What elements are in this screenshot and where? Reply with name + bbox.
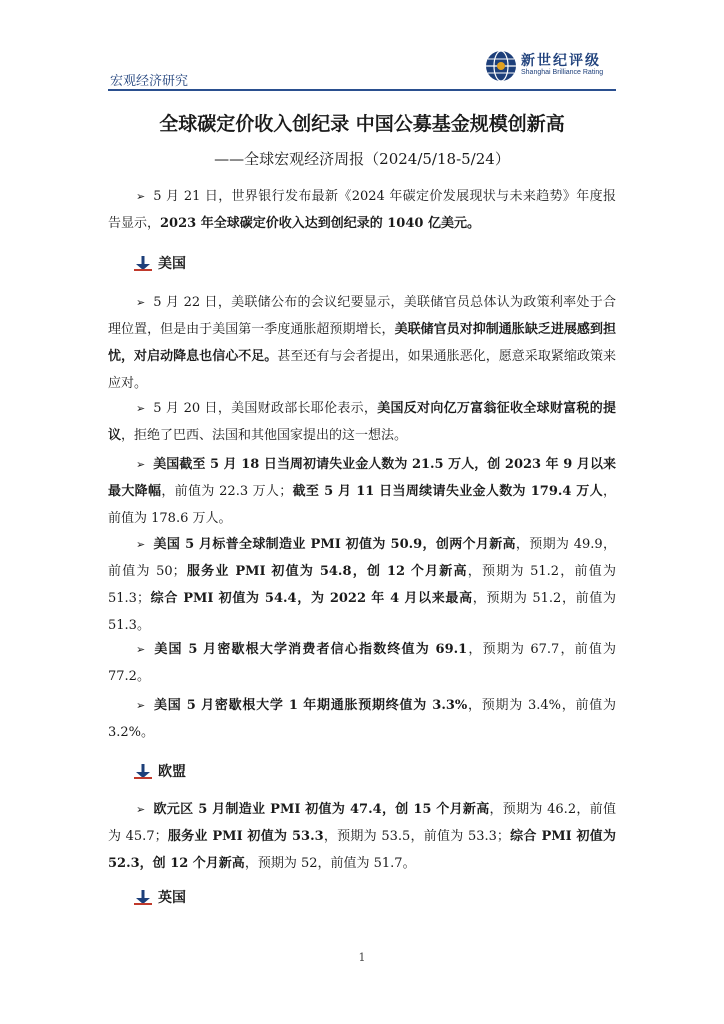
brand-logo bbox=[485, 48, 617, 84]
us-paragraph-jobless-claims: ➢ 美国截至 5 月 18 日当周初请失业金人数为 21.5 万人，创 2023 年 9 月以来最大降幅，前值为 22.3 万人；截至 5 月 11 日当周续请失业金人数为 179.4 万人，前值为 178.6 万人。 bbox=[108, 451, 616, 532]
intro-paragraph bbox=[108, 183, 616, 237]
logo-english-name: Shanghai Brilliance Rating bbox=[521, 69, 604, 76]
section-heading-eu bbox=[134, 762, 186, 782]
section-pin-icon bbox=[134, 890, 152, 906]
section-heading-uk bbox=[134, 888, 186, 908]
us-paragraph-pmi: ➢ 美国 5 月标普全球制造业 PMI 初值为 50.9，创两个月新高，预期为 49.9，前值为 50；服务业 PMI 初值为 54.8，创 12 个月新高，预期为 51.2，前值为 51.3；综合 PMI 初值为 54.4，为 2022 年 4 月以来最高，预期为 51.2，前值为 51.3。 bbox=[108, 531, 616, 639]
header-divider bbox=[108, 89, 616, 91]
us-paragraph-fomc-minutes: ➢ 5 月 22 日，美联储公布的会议纪要显示，美联储官员总体认为政策利率处于合理位置，但是由于美国第一季度通胀超预期增长，美联储官员对抑制通胀缺乏进展感到担忧，对启动降息也信心不足。甚至还有与会者提出，如果通胀恶化，愿意采取紧缩政策来应对。 bbox=[108, 289, 616, 397]
arrow-bullet-icon: ➢ bbox=[136, 643, 146, 656]
intro-text: 5 月 21 日，世界银行发布最新《2024 年碳定价发展现状与未来趋势》年度报告显示， bbox=[108, 189, 616, 231]
arrow-bullet-icon: ➢ bbox=[136, 699, 146, 712]
logo-chinese-name: 新世纪评级 bbox=[521, 53, 601, 69]
intro-highlight: 2023 年全球碳定价收入达到创纪录的 1040 亿美元。 bbox=[160, 216, 480, 231]
us-paragraph-wealth-tax: ➢ 5 月 20 日，美国财政部长耶伦表示，美国反对向亿万富翁征收全球财富税的提议，拒绝了巴西、法国和其他国家提出的这一想法。 bbox=[108, 395, 616, 449]
us-paragraph-consumer-sentiment: ➢ 美国 5 月密歇根大学消费者信心指数终值为 69.1，预期为 67.7，前值为 77.2。 bbox=[108, 636, 616, 690]
us-paragraph-inflation-expectations: ➢ 美国 5 月密歇根大学 1 年期通胀预期终值为 3.3%，预期为 3.4%，前值为 3.2%。 bbox=[108, 692, 616, 746]
section-pin-icon bbox=[134, 256, 152, 272]
section-title-us: 美国 bbox=[158, 256, 186, 272]
arrow-bullet-icon: ➢ bbox=[136, 538, 146, 551]
arrow-bullet-icon: ➢ bbox=[136, 402, 146, 415]
eu-paragraph-pmi: ➢ 欧元区 5 月制造业 PMI 初值为 47.4，创 15 个月新高，预期为 46.2，前值为 45.7；服务业 PMI 初值为 53.3，预期为 53.5，前值为 53.3；综合 PMI 初值为 52.3，创 12 个月新高，预期为 52，前值为 51.7。 bbox=[108, 796, 616, 877]
section-heading-us bbox=[134, 254, 186, 274]
arrow-bullet-icon: ➢ bbox=[136, 458, 146, 471]
section-title-eu: 欧盟 bbox=[158, 764, 186, 780]
section-title-uk: 英国 bbox=[158, 890, 186, 906]
page-number: 1 bbox=[358, 951, 366, 964]
report-subtitle: ——全球宏观经济周报（2024/5/18-5/24） bbox=[214, 150, 510, 168]
globe-logo-icon bbox=[485, 50, 517, 82]
arrow-bullet-icon: ➢ bbox=[136, 190, 146, 203]
section-pin-icon bbox=[134, 764, 152, 780]
arrow-bullet-icon: ➢ bbox=[136, 296, 146, 309]
header-category: 宏观经济研究 bbox=[110, 74, 189, 89]
report-title: 全球碳定价收入创纪录 中国公募基金规模创新高 bbox=[159, 113, 565, 135]
arrow-bullet-icon: ➢ bbox=[136, 803, 146, 816]
